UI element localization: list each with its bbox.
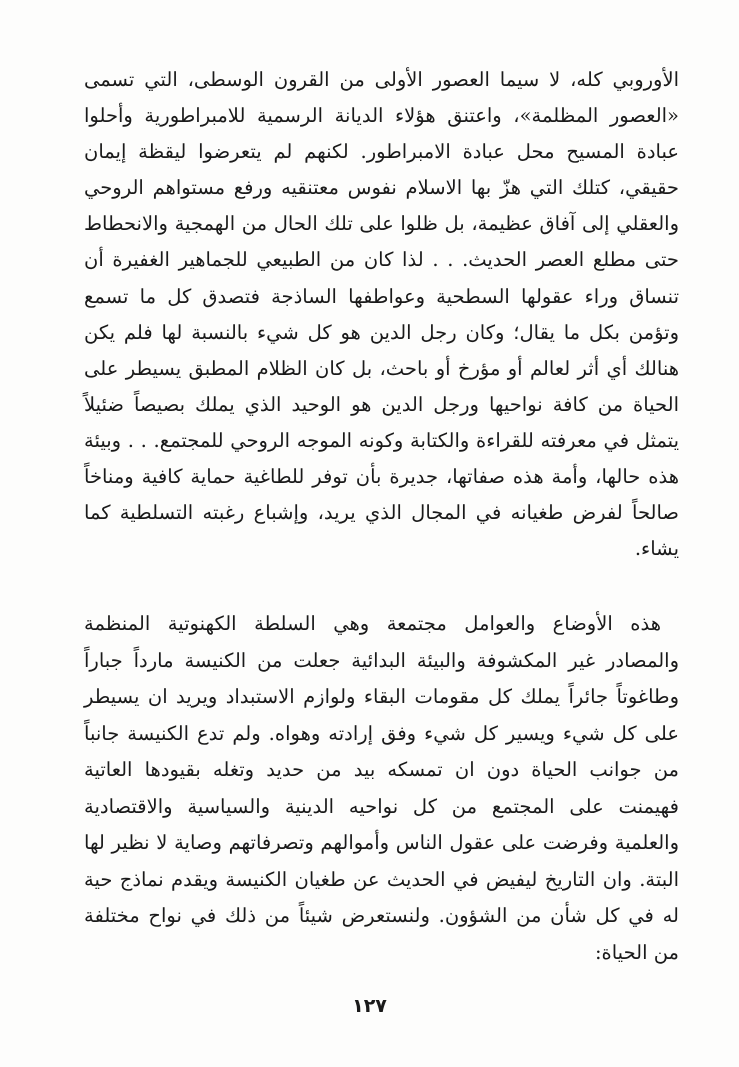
body-text-block-2 [84, 606, 679, 971]
page-number: ١٢٧ [352, 995, 387, 1017]
body-text-block-1 [84, 62, 679, 567]
paragraph-1: الأوروبي كله، لا سيما العصور الأولى من القرون الوسطى، التي تسمى «العصور المظلمة»، واعتنق هؤلاء الديانة الرسمية للامبراطورية وأحلوا عبادة المسيح محل عبادة الامبراطور. لكنهم لم يتعرضوا ليقظة إيمان حقيقي، كتلك التي هزّ بها الاسلام نفوس معتنقيه ورفع مستواهم الروحي والعقلي إلى آفاق عظيمة، بل ظلوا على تلك الحال من الهمجية والانحطاط حتى مطلع العصر الحديث. . . لذا كان من الطبيعي للجماهير الغفيرة أن تنساق وراء عقولها السطحية وعواطفها الساذجة فتصدق كل ما تسمع وتؤمن بكل ما يقال؛ وكان رجل الدين هو كل شيء بالنسبة لها فلم يكن هنالك أي أثر لعالم أو مؤرخ أو باحث، بل كان الظلام المطبق يسيطر على الحياة من كافة نواحيها ورجل الدين هو الوحيد الذي يملك بصيصاً ضئيلاً يتمثل في معرفته للقراءة والكتابة وكونه الموجه الروحي للمجتمع. . . وبيئة هذه حالها، وأمة هذه صفاتها، جديرة بأن توفر للطاغية حماية كافية ومناخاً صالحاً لفرض طغيانه في المجال الذي يريد، وإشباع رغبته التسلطية كما يشاء. [84, 68, 679, 561]
paragraph-2: هذه الأوضاع والعوامل مجتمعة وهي السلطة الكهنوتية المنظمة والمصادر غير المكشوفة والبيئة البدائية جعلت من الكنيسة مارداً جباراً وطاغوتاً جائراً يملك كل مقومات البقاء ولوازم الاستبداد ويريد ان يسيطر على كل شيء ويسير كل شيء وفق إرادته وهواه. ولم تدع الكنيسة جانباً من جوانب الحياة دون ان تمسكه بيد من حديد وتغله بقيودها العاتية فهيمنت على المجتمع من كل نواحيه الدينية والسياسية والاقتصادية والعلمية وفرضت على عقول الناس وأموالهم وتصرفاتهم وصاية لا نظير لها البتة. وان التاريخ ليفيض في الحديث عن طغيان الكنيسة ويقدم نماذج حية له في كل شأن من الشؤون. ولنستعرض شيئاً من ذلك في نواح مختلفة من الحياة: [84, 612, 679, 964]
